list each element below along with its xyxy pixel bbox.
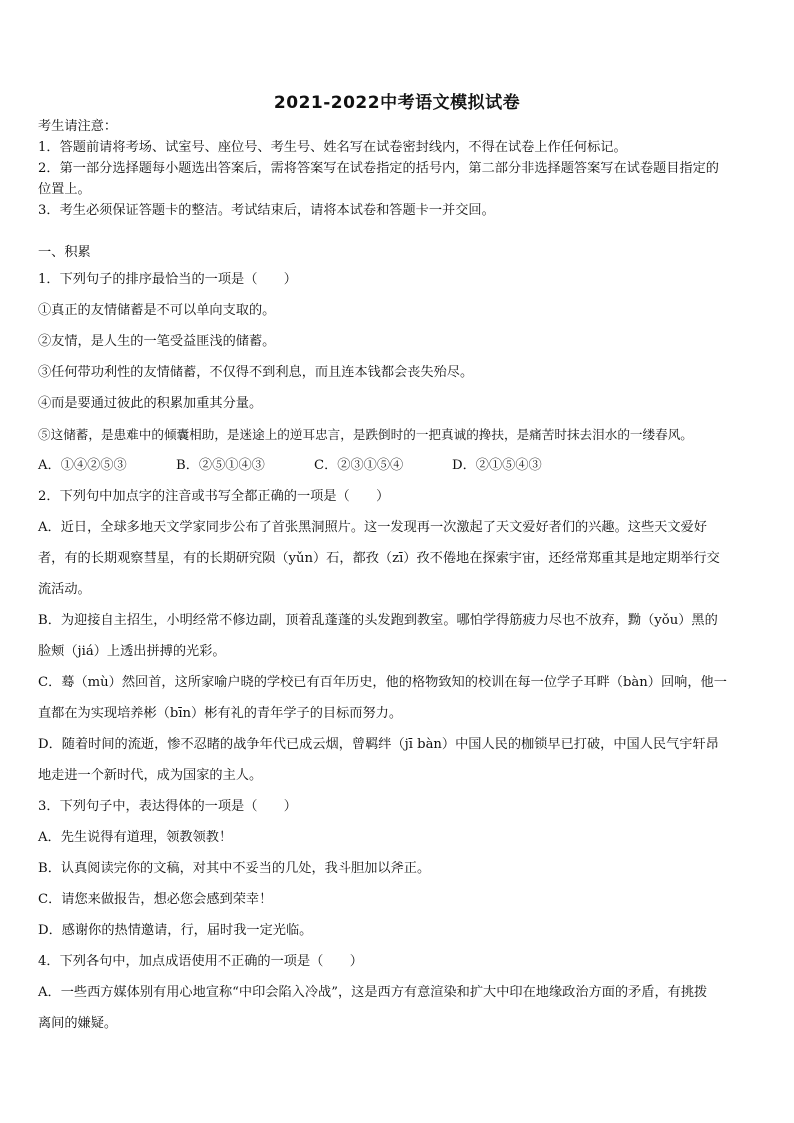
question-line: 流活动。 (38, 582, 91, 597)
notice-item: 2．第一部分选择题每小题选出答案后，需将答案写在试卷指定的括号内，第二部分非选择题答案写在试卷题目指定的 (38, 161, 719, 176)
notice-heading: 考生请注意： (38, 119, 118, 134)
question-line: B．认真阅读完你的文稿，对其中不妥当的几处，我斗胆加以斧正。 (38, 861, 431, 876)
question-line: ④而是要通过彼此的积累加重其分量。 (38, 396, 263, 411)
option-a: A．①④②⑤③ (38, 458, 127, 473)
question-line: D．随着时间的流逝，惨不忍睹的战争年代已成云烟，曾羁绊（jī bàn）中国人民的枷锁早已打破，中国人民气宇轩昂 (38, 737, 719, 752)
question-line: 脸颊（jiá）上透出拼搏的光彩。 (38, 644, 226, 659)
question-stem: 3．下列句子中，表达得体的一项是（ ） (38, 799, 297, 814)
option-d: D．②①⑤④③ (452, 458, 542, 473)
question-stem: 1．下列句子的排序最恰当的一项是（ ） (38, 272, 297, 287)
option-c: C．②③①⑤④ (314, 458, 404, 473)
question-line: 者，有的长期观察彗星，有的长期研究陨（yǔn）石，都孜（zī）孜不倦地在探索宇宙，还经常郑重其是地定期举行交 (38, 551, 720, 566)
question-line: ②友情，是人生的一笔受益匪浅的储蓄。 (38, 334, 276, 349)
notice-item: 3．考生必须保证答题卡的整洁。考试结束后，请将本试卷和答题卡一并交回。 (38, 203, 495, 218)
question-line: A．先生说得有道理，领教领教！ (38, 830, 233, 845)
question-line: D．感谢你的热情邀请，行，届时我一定光临。 (38, 923, 313, 938)
question-line: C．请您来做报告，想必您会感到荣幸！ (38, 892, 273, 907)
question-line: ③任何带功利性的友情储蓄，不仅得不到利息，而且连本钱都会丧失殆尽。 (38, 365, 474, 380)
question-line: 离间的嫌疑。 (38, 1016, 118, 1031)
question-line: C．蓦（mù）然回首，这所家喻户晓的学校已有百年历史，他的格物致知的校训在每一位学子耳畔（bàn）回响，他一 (38, 675, 727, 690)
notice-item: 位置上。 (38, 182, 91, 197)
question-line: ⑤这储蓄，是患难中的倾囊相助，是迷途上的逆耳忠言，是跌倒时的一把真诚的搀扶，是痛苦时抹去泪水的一缕春风。 (38, 427, 693, 442)
question-line: 地走进一个新时代，成为国家的主人。 (38, 768, 263, 783)
page-title: 2021-2022中考语文模拟试卷 (273, 93, 521, 113)
question-line: ①真正的友情储蓄是不可以单向支取的。 (38, 303, 276, 318)
question-stem: 2．下列句中加点字的注音或书写全都正确的一项是（ ） (38, 489, 390, 504)
notice-item: 1．答题前请将考场、试室号、座位号、考生号、姓名写在试卷密封线内，不得在试卷上作任何标记。 (38, 140, 627, 155)
answer-options (38, 457, 760, 475)
option-b: B．②⑤①④③ (176, 458, 265, 473)
question-line: A．一些西方媒体别有用心地宣称“中印会陷入冷战”，这是西方有意渲染和扩大中印在地缘政治方面的矛盾，有挑拨 (38, 985, 708, 1000)
question-stem: 4．下列各句中，加点成语使用不正确的一项是（ ） (38, 954, 363, 969)
question-line: 直都在为实现培养彬（bīn）彬有礼的青年学子的目标而努力。 (38, 706, 403, 721)
question-line: A．近日，全球多地天文学家同步公布了首张黑洞照片。这一发现再一次激起了天文爱好者们的兴趣。这些天文爱好 (38, 520, 707, 535)
section-heading: 一、积累 (38, 245, 91, 260)
question-line: B．为迎接自主招生，小明经常不修边副，顶着乱蓬蓬的头发跑到教室。哪怕学得筋疲力尽也不放弃，黝（yǒu）黑的 (38, 613, 718, 628)
